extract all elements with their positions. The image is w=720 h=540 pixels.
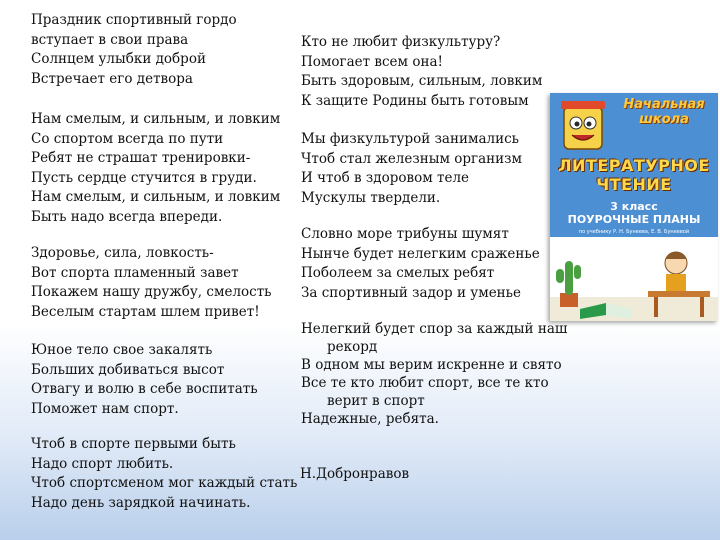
book-cover	[550, 93, 718, 321]
right-stanza-3	[301, 225, 540, 303]
poem-line: Чтоб спортсменом мог каждый стать	[31, 475, 298, 491]
left-stanza-2	[31, 110, 280, 227]
poem-line: вступает в свои права	[31, 31, 189, 48]
poem-line: Вот спорта пламенный завет	[31, 264, 239, 281]
poem-line: Больших добиваться высот	[31, 361, 225, 378]
poem-line: Юное тело свое закалять	[31, 342, 213, 358]
cover-note: по учебнику Р. Н. Бунеева, Е. В. Бунеевой	[578, 229, 690, 235]
poem-line: Нелегкий будет спор за каждый наш	[301, 321, 568, 337]
poem-line: Праздник спортивный гордо	[31, 12, 237, 28]
poem-line: Нам смелым, и сильным, и ловким	[31, 111, 281, 127]
poem-line: Нынче будет нелегким сраженье	[301, 245, 540, 262]
cover-title	[556, 156, 712, 194]
poem-line: Мы физкультурой занимались	[301, 131, 520, 147]
smiling-book-mascot-icon	[558, 99, 608, 155]
cover-title-line: ЛИТЕРАТУРНОЕ	[558, 156, 710, 175]
poem-line: Веселым стартам шлем привет!	[31, 303, 260, 320]
poem-line: В одном мы верим искренне и свято	[301, 357, 562, 373]
right-stanza-2	[301, 130, 522, 208]
poem-line: Все те кто любит спорт, все те кто	[301, 375, 549, 391]
left-stanza-3	[31, 244, 272, 322]
poem-line: Со спортом всегда по пути	[31, 130, 224, 147]
poem-line: И чтоб в здоровом теле	[301, 170, 470, 186]
right-stanza-4	[301, 320, 567, 428]
poem-line: Чтоб в спорте первыми быть	[31, 436, 236, 452]
cover-series	[612, 97, 716, 127]
poem-line: Здоровье, сила, ловкость-	[31, 245, 214, 261]
cover-title-line: ЧТЕНИЕ	[596, 175, 672, 194]
poem-line: Надо день зарядкой начинать.	[31, 494, 251, 511]
poem-line: рекорд	[327, 339, 378, 355]
poem-line: Встречает его детвора	[31, 70, 193, 87]
cover-series-line: Начальная	[623, 97, 705, 112]
poem-line: Мускулы твердели.	[301, 189, 441, 206]
poem-line: Пусть сердце стучится в груди.	[31, 169, 257, 186]
poem-line: Словно море трибуны шумят	[301, 226, 509, 242]
poem-line: Нам смелым, и сильным, и ловким	[31, 189, 281, 205]
cover-grade: 3 класс	[610, 200, 658, 213]
poem-line: Помогает всем она!	[301, 53, 443, 70]
poem-line: Поможет нам спорт.	[31, 400, 179, 417]
poem-line: За спортивный задор и уменье	[301, 284, 522, 301]
poem-line: Кто не любит физкультуру?	[301, 34, 501, 50]
poem-line: Надо спорт любить.	[31, 455, 174, 472]
left-stanza-5	[31, 435, 297, 513]
classroom-illustration	[550, 237, 718, 321]
cover-series-line: школа	[639, 112, 689, 127]
poem-line: Ребят не страшат тренировки-	[31, 150, 251, 166]
poem-line: Поболеем за смелых ребят	[301, 265, 495, 281]
poem-line: Быть здоровым, сильным, ловким	[301, 73, 543, 89]
poem-line: Надежные, ребята.	[301, 411, 439, 427]
poem-line: Отвагу и волю в себе воспитать	[31, 381, 258, 397]
poem-line: верит в спорт	[327, 393, 425, 409]
left-stanza-4	[31, 341, 258, 419]
poem-author: Н.Добронравов	[300, 466, 410, 482]
left-stanza-1	[31, 11, 237, 89]
poem-line: Чтоб стал железным организм	[301, 150, 523, 167]
poem-line: Быть надо всегда впереди.	[31, 208, 223, 225]
poem-line: К защите Родины быть готовым	[301, 92, 529, 109]
poem-line: Покажем нашу дружбу, смелость	[31, 284, 272, 300]
right-stanza-1	[301, 33, 542, 111]
cover-subtitle: ПОУРОЧНЫЕ ПЛАНЫ	[567, 213, 701, 226]
poem-line: Солнцем улыбки доброй	[31, 51, 206, 67]
